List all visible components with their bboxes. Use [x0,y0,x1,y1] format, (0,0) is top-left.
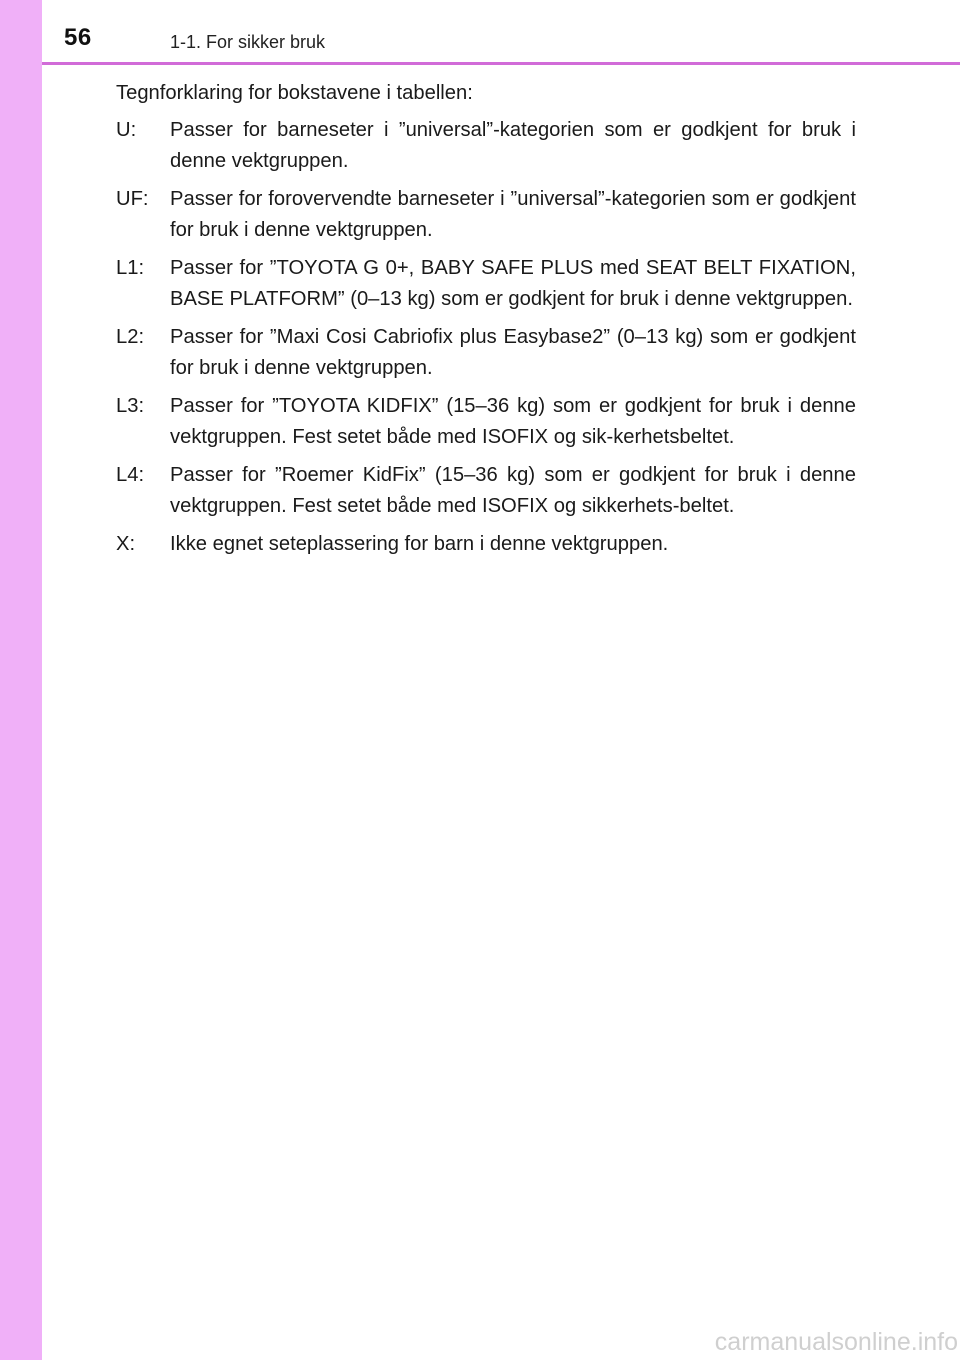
legend-item-uf [116,184,856,246]
legend-text: Passer for forovervendte barneseter i ”universal”-kategorien som er godkjent for bruk i denne vektgruppen. [170,188,856,241]
legend-intro: Tegnforklaring for bokstavene i tabellen: [116,82,473,104]
legend-section [116,78,856,567]
legend-text: Passer for ”TOYOTA KIDFIX” (15–36 kg) som er godkjent for bruk i denne vektgruppen. Fest setet både med ISOFIX og sik-kerhetsbeltet. [170,395,856,448]
page-number: 56 [64,24,92,51]
legend-text: Passer for ”TOYOTA G 0+, BABY SAFE PLUS med SEAT BELT FIXATION, BASE PLATFORM” (0–13 kg) som er godkjent for bruk i denne vektgruppen. [170,257,856,310]
legend-text: Passer for barneseter i ”universal”-kategorien som er godkjent for bruk i denne vektgruppen. [170,119,856,172]
legend-text: Ikke egnet seteplassering for barn i denne vektgruppen. [170,533,669,555]
legend-code: X: [116,533,136,555]
legend-text: Passer for ”Roemer KidFix” (15–36 kg) som er godkjent for bruk i denne vektgruppen. Fest setet både med ISOFIX og sikkerhets-beltet. [170,464,856,517]
legend-text: Passer for ”Maxi Cosi Cabriofix plus Easybase2” (0–13 kg) som er godkjent for bruk i denne vektgruppen. [170,326,856,379]
footer-watermark: carmanualsonline.info [714,1328,958,1356]
header-divider [42,62,960,65]
legend-code: UF: [116,188,149,210]
legend-code: U: [116,119,137,141]
legend-item-l1 [116,253,856,315]
side-tab-bar [0,0,42,1360]
legend-item-u [116,115,856,177]
legend-code: L4: [116,464,145,486]
legend-item-l4 [116,460,856,522]
legend-code: L3: [116,395,145,417]
legend-item-l2 [116,322,856,384]
legend-code: L1: [116,257,145,279]
legend-item-l3 [116,391,856,453]
legend-code: L2: [116,326,145,348]
section-title: 1-1. For sikker bruk [170,32,326,52]
legend-item-x [116,529,856,560]
